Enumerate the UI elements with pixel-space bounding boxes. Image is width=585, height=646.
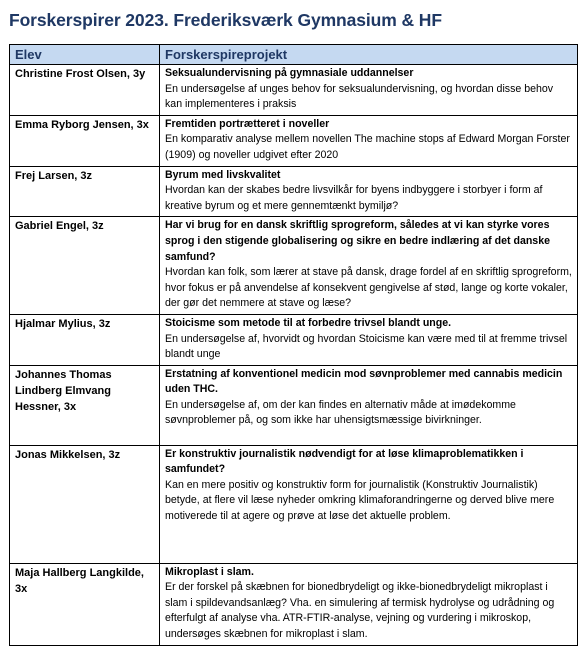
- table-row: [10, 445, 578, 563]
- table-header-row: [10, 45, 578, 65]
- project-description: En undersøgelse af unges behov for seksualundervisning, og hvordan disse behov kan implementeres i praksis: [165, 82, 554, 111]
- table-row: [10, 115, 578, 166]
- project-description: Hvordan kan folk, som lærer at stave på dansk, drage fordel af en skriftlig sprogreform, hvor fokus er på anvendelse af konsekvent gengivelse af stød, lange og korte vokaler, der gør det nemmere at stave og læse?: [165, 266, 572, 310]
- project-cell: [160, 217, 578, 315]
- student-name: Emma Ryborg Jensen, 3x: [10, 115, 160, 166]
- project-title: Seksualundervisning på gymnasiale uddannelser: [165, 67, 414, 79]
- student-name: Christine Frost Olsen, 3y: [10, 65, 160, 116]
- project-description: Hvordan kan der skabes bedre livsvilkår for byens indbyggere i storbyer i form af kreative byrum og et mere gennemtænkt bymiljø?: [165, 184, 543, 212]
- project-description: Kan en mere positiv og konstruktiv form for journalistik (Konstruktiv Journalistik) betyde, at flere vil læse nyheder omkring klimaforandringerne og derved blive mere motiverede til at agere og prøve at løse det aktuelle problem.: [165, 478, 555, 523]
- student-name: Gabriel Engel, 3z: [10, 217, 160, 315]
- project-description: En undersøgelse af, hvorvidt og hvordan Stoicisme kan være med til at fremme trivsel blandt unge: [165, 332, 568, 361]
- student-name: Hjalmar Mylius, 3z: [10, 314, 160, 365]
- project-title: Stoicisme som metode til at forbedre trivsel blandt unge.: [165, 316, 452, 329]
- project-title: Mikroplast i slam.: [165, 565, 254, 578]
- table-row: [10, 166, 578, 217]
- student-name: Maja Hallberg Langkilde, 3x: [10, 563, 160, 645]
- student-name: Jonas Mikkelsen, 3z: [10, 445, 160, 563]
- project-cell: [160, 314, 578, 365]
- project-title: Er konstruktiv journalistik nødvendigt for at løse klimaproblematikken i samfundet?: [165, 447, 524, 476]
- project-cell: [160, 445, 578, 563]
- project-cell: [160, 65, 578, 116]
- project-title: Erstatning af konventionel medicin mod søvnproblemer med cannabis medicin uden THC.: [165, 367, 563, 396]
- table-row: [10, 314, 578, 365]
- student-name: Johannes Thomas Lindberg Elmvang Hessner, 3x: [10, 365, 160, 445]
- project-description: Er der forskel på skæbnen for bionedbrydeligt og ikke-bionedbrydeligt mikroplast i slam i spildevandsanlæg? Vha. en simulering af termisk hydrolyse og udrådning og efterfulgt af analyse vha. ATR-FTIR-analyse, vejning og vurdering i mikroskop, undersøges skæbnen for mikroplast i slam.: [165, 581, 555, 641]
- project-title: Fremtiden portrætteret i noveller: [165, 117, 330, 130]
- project-cell: [160, 365, 578, 445]
- table-row: [10, 217, 578, 315]
- project-cell: [160, 166, 578, 217]
- project-cell: [160, 115, 578, 166]
- project-title: Har vi brug for en dansk skriftlig sprogreform, således at vi kan styrke vores sprog i den stigende globalisering og sikre en bedre indlæring af det danske samfund?: [165, 219, 550, 263]
- student-name: Frej Larsen, 3z: [10, 166, 160, 217]
- document-title: Forskerspirer 2023. Frederiksværk Gymnasium & HF: [9, 10, 442, 30]
- header-project: Forskerspireprojekt: [160, 45, 578, 65]
- table-row: [10, 563, 578, 645]
- project-description: En komparativ analyse mellem novellen The machine stops af Edward Morgan Forster (1909) og noveller udgivet efter 2020: [165, 133, 570, 161]
- project-description: En undersøgelse af, om der kan findes en alternativ måde at imødekomme søvnproblemer på, og som ikke har uhensigtsmæssige bivirkninger.: [165, 398, 516, 427]
- projects-table: [9, 44, 578, 646]
- project-cell: [160, 563, 578, 645]
- table-row: [10, 65, 578, 116]
- table-row: [10, 365, 578, 445]
- project-title: Byrum med livskvalitet: [165, 168, 281, 181]
- header-student: Elev: [10, 45, 160, 65]
